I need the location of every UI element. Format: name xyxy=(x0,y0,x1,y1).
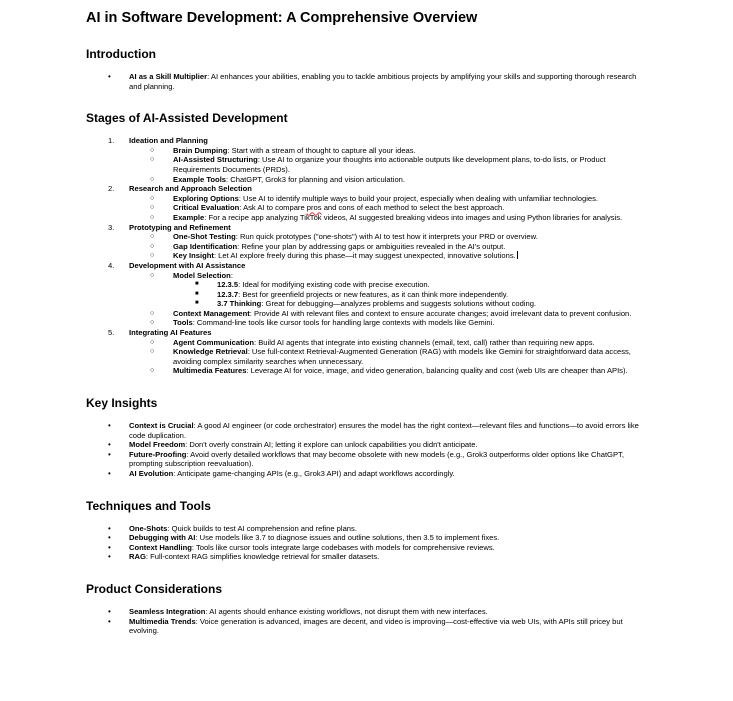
heading-techniques: Techniques and Tools xyxy=(86,498,211,513)
heading-stages: Stages of AI-Assisted Development xyxy=(86,111,288,126)
list-item: ○ Multimedia Features: Leverage AI for voice, image, and video generation, balancing quality and cost (web UIs are cheaper than APIs). xyxy=(150,366,628,376)
list-item: • Future-Proofing: Avoid overly detailed workflows that may become obsolete with new models (e.g., Grok3 outperforms older options like ChatGPT, prompting subscription reevaluation). xyxy=(86,450,646,469)
list-item: • Model Freedom: Don't overly constrain AI; letting it explore can unlock capabilities you didn't anticipate. xyxy=(86,440,646,450)
list-item: ○ Exploring Options: Use AI to identify multiple ways to build your project, especially when dealing with unfamiliar technologies. xyxy=(150,193,599,203)
list-item: ■ 12.3.7: Best for greenfield projects or new features, as it can think more independently. xyxy=(195,289,509,299)
list-item: • Multimedia Trends: Voice generation is advanced, images are decent, and video is improving—cost-effective via web UIs, with APIs still pricey but evolving. xyxy=(86,617,646,636)
list-item: ■ 3.7 Thinking: Great for debugging—analyzes problems and suggests solutions without coding. xyxy=(195,299,537,309)
list-item: ○ Example Tools: ChatGPT, Grok3 for planning and vision articulation. xyxy=(150,174,405,184)
document-page xyxy=(86,9,646,636)
list-item: • Seamless Integration: AI agents should enhance existing workflows, not disrupt them with new interfaces. xyxy=(86,607,646,617)
stage-item: 1. Ideation and Planning ○ Brain Dumping: Start with a stream of thought to capture all your ideas. ○ AI-Assisted Structuring: Use AI to organize your thoughts into actionable outputs like development plans, to-do lists, or Product Requirements Documents (PRDs). ○ Example Tools: ChatGPT, Grok3 for planning and vision articulation. xyxy=(86,136,646,184)
list-item: ○ Brain Dumping: Start with a stream of thought to capture all your ideas. xyxy=(150,145,416,155)
list-item: • Debugging with AI: Use models like 3.7 to diagnose issues and outline solutions, then 3.5 to implement fixes. xyxy=(86,533,646,543)
insights-list xyxy=(86,421,646,479)
list-item: ○ Example: For a recipe app analyzing TikTok videos, AI suggested breaking videos into images and using Python libraries for analysis. xyxy=(150,212,623,222)
list-item: ○ Gap Identification: Refine your plan by addressing gaps or ambiguities revealed in the AI's output. xyxy=(150,241,506,251)
stage-item: 3. Prototyping and Refinement ○ One-Shot Testing: Run quick prototypes ("one-shots") with AI to test how it interprets your PRD or overview. ○ Gap Identification: Refine your plan by addressing gaps or ambiguities revealed in the AI's output. ○ Key Insight: Let AI explore freely during this phase—it may suggest unexpected, innovative solutions. xyxy=(86,223,646,261)
stage-item: 4. Development with AI Assistance ○ Model Selection: ■ 12.3.5: Ideal for modifying existing code with precise execution. ■ 12.3.7: Best for greenfield projects or new features, as it can think more independently. ■ 3.7 Thinking: Great for debugging—analyzes problems and suggests solutions without coding. ○ Context Management: Provide AI with relevant files and context to ensure accurate changes; avoid irrelevant data to prevent confusion. ○ Tools: Command-line tools like cursor tools for handling large contexts with models like Gemini. xyxy=(86,261,646,328)
list-item: ○ AI-Assisted Structuring: Use AI to organize your thoughts into actionable outputs like development plans, to-do lists, or Product Requirements Documents (PRDs). xyxy=(150,155,606,174)
stage-item: 2. Research and Approach Selection ○ Exploring Options: Use AI to identify multiple ways to build your project, especially when dealing with unfamiliar technologies. ○ Critical Evaluation: Ask AI to compare pros and cons of each method to select the best approach. ○ Example: For a recipe app analyzing TikTok videos, AI suggested breaking videos into images and using Python libraries for analysis. xyxy=(86,184,646,222)
list-item: • One-Shots: Quick builds to test AI comprehension and refine plans. xyxy=(86,524,646,534)
list-item: ○ Agent Communication: Build AI agents that integrate into existing channels (email, text, call) rather than requiring new apps. xyxy=(150,337,595,347)
list-item: • AI as a Skill Multiplier: AI enhances your abilities, enabling you to tackle ambitious projects by amplifying your skills and supporting thorough research and planning. xyxy=(86,72,646,91)
stage-item: 5. Integrating AI Features ○ Agent Communication: Build AI agents that integrate into existing channels (email, text, call) rather than requiring new apps. ○ Knowledge Retrieval: Use full-context Retrieval-Augmented Generation (RAG) with models like Gemini for straightforward data access, avoiding complex similarity searches when unnecessary. ○ Multimedia Features: Leverage AI for voice, image, and video generation, balancing quality and cost (web UIs are cheaper than APIs). xyxy=(86,328,646,376)
list-item: • Context is Crucial: A good AI engineer (or code orchestrator) ensures the model has the right context—relevant files and functions—to avoid errors like code duplication. xyxy=(86,421,646,440)
heading-product: Product Considerations xyxy=(86,581,223,596)
list-item: ○ One-Shot Testing: Run quick prototypes ("one-shots") with AI to test how it interprets your PRD or overview. xyxy=(150,232,538,242)
intro-list xyxy=(86,72,646,91)
list-item: ○ Key Insight: Let AI explore freely during this phase—it may suggest unexpected, innovative solutions. xyxy=(150,251,516,261)
list-item: ○ Tools: Command-line tools like cursor tools for handling large contexts with models like Gemini. xyxy=(150,318,495,328)
heading-introduction: Introduction xyxy=(86,47,156,61)
techniques-list xyxy=(86,524,646,562)
list-item: ○ Context Management: Provide AI with relevant files and context to ensure accurate changes; avoid irrelevant data to prevent confusion. xyxy=(150,308,632,318)
stages-list xyxy=(86,136,646,376)
document-title: AI in Software Development: A Comprehensive Overview xyxy=(86,10,478,26)
list-item: ○ Knowledge Retrieval: Use full-context Retrieval-Augmented Generation (RAG) with models like Gemini for straightforward data access, avoiding complex similarity searches when unnecessary. xyxy=(150,347,631,366)
text-cursor xyxy=(517,251,518,259)
list-item: ○ Model Selection: ■ 12.3.5: Ideal for modifying existing code with precise execution. ■ 12.3.7: Best for greenfield projects or new features, as it can think more independently. ■ 3.7 Thinking: Great for debugging—analyzes problems and suggests solutions without coding. xyxy=(129,271,646,309)
list-item: ○ Critical Evaluation: Ask AI to compare pros and cons of each method to select the best approach. xyxy=(150,203,505,213)
list-item: • RAG: Full-context RAG simplifies knowledge retrieval for smaller datasets. xyxy=(86,552,646,562)
heading-key-insights: Key Insights xyxy=(86,396,158,411)
list-item: • AI Evolution: Anticipate game-changing APIs (e.g., Grok3 API) and adapt workflows accordingly. xyxy=(86,469,646,479)
list-item: • Context Handling: Tools like cursor tools integrate large codebases with models for comprehensive reviews. xyxy=(86,543,646,553)
product-list xyxy=(86,607,646,636)
spellcheck-word[interactable]: pros xyxy=(306,203,322,213)
list-item: ■ 12.3.5: Ideal for modifying existing code with precise execution. xyxy=(195,280,430,290)
